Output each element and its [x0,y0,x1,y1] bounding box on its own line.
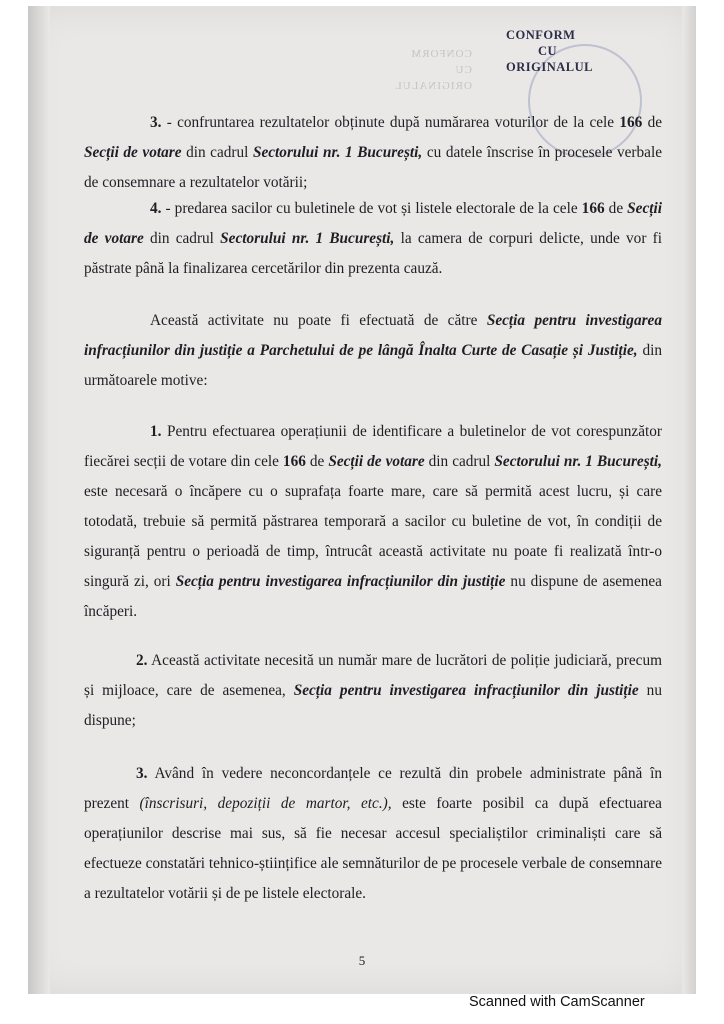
scanner-watermark: Scanned with CamScanner [469,994,645,1010]
stamp-line-1: CONFORM [506,28,576,42]
paragraph-motive-1: 1. Pentru efectuarea operațiunii de identificare a buletinelor de vot corespunzător fiecărei secții de votare din cele 166 de Secții de votare din cadrul Sectorului nr. 1 București, este necesară o încăpere cu o suprafața foarte mare, care să permită acest lucru, și care totodată, trebuie să permită păstrarea temporară a sacilor cu buletine de vot, în condiții de siguranță pentru o perioadă de timp, întrucât această activitate nu poate fi realizată într-o singură zi, ori Secția pentru investigarea infracțiunilor din justiție nu dispune de asemenea încăperi. [84,423,662,620]
paragraph-motive-2: 2. Această activitate necesită un număr mare de lucrători de poliție judiciară, precum și mijloace, care de asemenea, Secția pentru investigarea infracțiunilor din justiție nu dispune; [84,652,662,729]
page-number: 5 [358,953,366,968]
bleed-through-text: CONFORM CU ORIGINALUL [394,48,472,92]
scanned-page [28,6,696,994]
page-left-edge-shadow [28,6,50,994]
stamp-line-3: ORIGINALUL [506,60,593,74]
paragraph-3: 3. - confruntarea rezultatelor obținute după numărarea voturilor de la cele 166 de Secții de votare din cadrul Sectorului nr. 1 București, cu datele înscrise în procesele verbale de consemnare a rezultatelor votării; [84,114,663,191]
paragraph-motive-3: 3. Având în vedere neconcordanțele ce rezultă din probele administrate până în prezent (înscrisuri, depoziții de martor, etc.), este foarte posibil ca după efectuarea operațiunilor descrise mai sus, să fie necesar accesul specialiștilor criminaliști care să efectueze constatări tehnico-științifice ale semnăturilor de pe procesele verbale de consemnare a rezultatelor votării și de pe listele electorale. [84,765,662,902]
conform-cu-originalul-stamp [506,24,593,78]
paragraph-4: 4. - predarea sacilor cu buletinele de vot și listele electorale de la cele 166 de Secții de votare din cadrul Sectorului nr. 1 București, la camera de corpuri delicte, unde vor fi păstrate până la finalizarea cercetărilor din prezenta cauză. [84,200,663,277]
paragraph-intro: Această activitate nu poate fi efectuată de către Secția pentru investigarea infracțiunilor din justiție a Parchetului de pe lângă Înalta Curte de Casație și Justiție, din următoarele motive: [84,312,662,389]
stamp-line-2: CU [538,44,558,58]
page-right-edge-shadow [682,6,696,994]
